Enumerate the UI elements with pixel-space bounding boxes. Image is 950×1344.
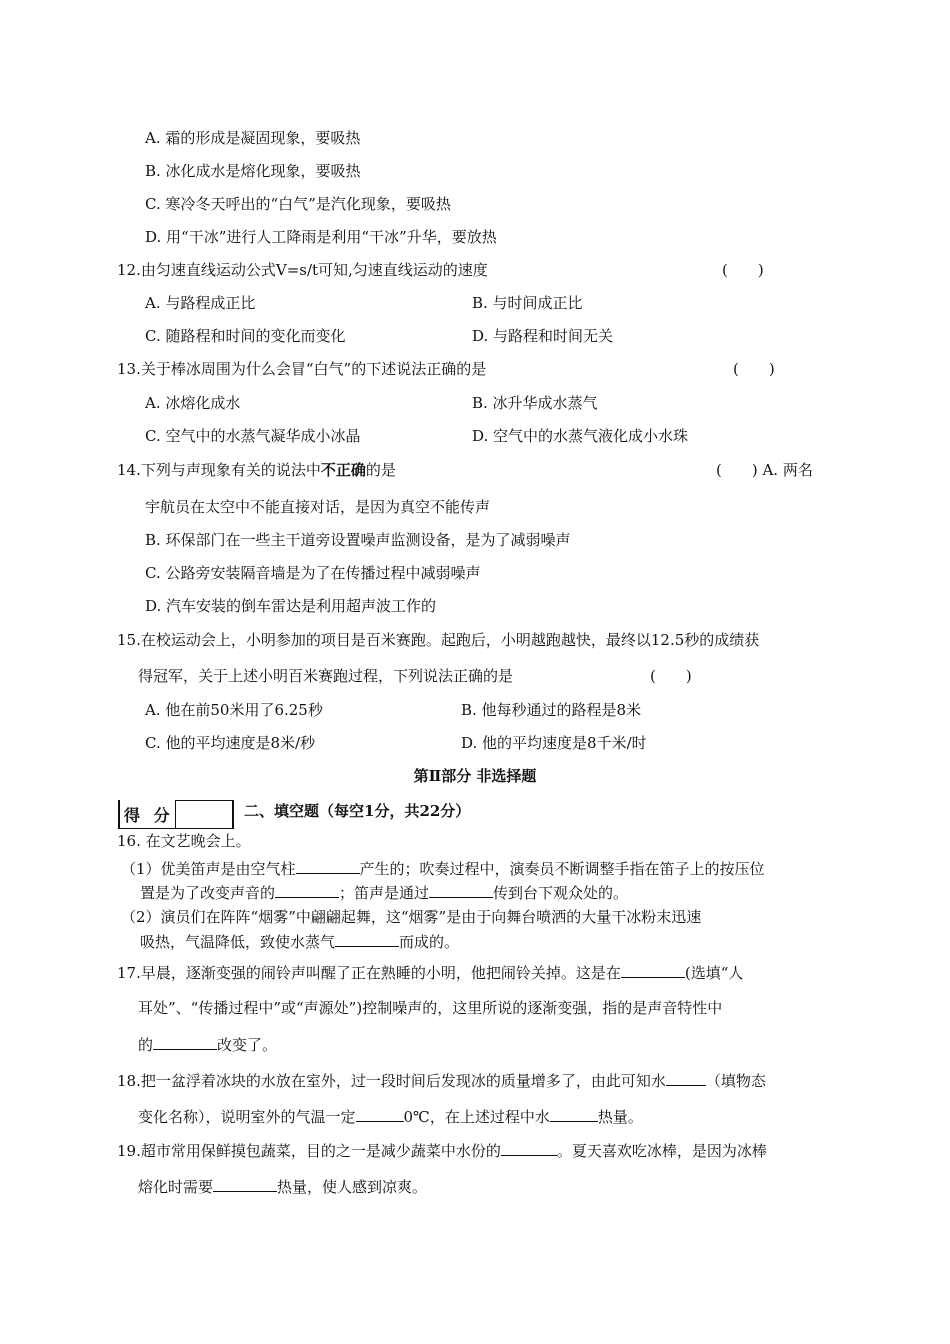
q11-option-d: D. 用“干冰”进行人工降雨是利用“干冰”升华，要放热 [145, 228, 497, 246]
q16-part1-line2 [140, 882, 628, 903]
q12-option-a: A. 与路程成正比 [145, 294, 256, 312]
q12-stem: 12.由匀速直线运动公式V=s/t可知,匀速直线运动的速度 [117, 261, 488, 279]
q15-option-c: C. 他的平均速度是8米/秒 [145, 734, 316, 752]
q15-option-b: B. 他每秒通过的路程是8米 [461, 701, 642, 719]
answer-blank[interactable] [550, 1106, 598, 1122]
q15-option-a: A. 他在前50米用了6.25秒 [145, 701, 323, 719]
q16-text: 传到台下观众处的。 [493, 884, 629, 902]
q14-stem-emphasis: 不正确 [320, 461, 366, 479]
q16-part1-line1 [121, 858, 765, 879]
q17-line1 [117, 962, 743, 983]
q12-option-c: C. 随路程和时间的变化而变化 [145, 327, 346, 345]
q15-answer-paren: ( ) [650, 667, 692, 685]
q14-option-b: B. 环保部门在一些主干道旁设置噪声监测设备，是为了减弱噪声 [145, 531, 571, 549]
score-cell [175, 800, 233, 829]
q16-text: （1）优美笛声是由空气柱 [121, 860, 296, 878]
q19-text: 。夏天喜欢吃冰棒，是因为冰棒 [556, 1142, 767, 1160]
answer-blank[interactable] [213, 1176, 277, 1192]
answer-blank[interactable] [501, 1140, 557, 1156]
q17-line2: 耳处”、“传播过程中”或“声源处”)控制噪声的，这里所说的逐渐变强，指的是声音特性中 [138, 999, 723, 1017]
q14-stem-pre: 14.下列与声现象有关的说法中 [117, 461, 321, 479]
q14-stem [117, 460, 396, 480]
q13-option-d: D. 空气中的水蒸气液化成小水珠 [472, 427, 689, 445]
answer-blank[interactable] [275, 882, 339, 898]
q14-answer-paren: ( ) A. 两名 [716, 461, 813, 479]
q16-text: 置是为了改变声音的 [140, 884, 276, 902]
q16-text: 而成的。 [399, 933, 460, 951]
q18-text: 18.把一盆浮着冰块的水放在室外，过一段时间后发现冰的质量增多了，由此可知水 [117, 1072, 666, 1090]
q17-line3 [138, 1034, 277, 1055]
q11-option-c: C. 寒冷冬天呼出的“白气”是汽化现象，要吸热 [145, 195, 451, 213]
q13-option-a: A. 冰熔化成水 [145, 394, 241, 412]
answer-blank[interactable] [335, 931, 399, 947]
answer-blank[interactable] [153, 1034, 217, 1050]
q19-text: 19.超市常用保鲜摸包蔬菜，目的之一是减少蔬菜中水份的 [117, 1142, 501, 1160]
q15-stem-line2: 得冠军，关于上述小明百米赛跑过程，下列说法正确的是 [138, 667, 514, 685]
answer-blank[interactable] [621, 962, 685, 978]
q14-stem-post: 的是 [365, 461, 396, 479]
q17-text: (选填“人 [684, 964, 744, 982]
score-box [118, 800, 234, 829]
q16-text: 吸热，气温降低，致使水蒸气 [140, 933, 336, 951]
q18-line2 [138, 1106, 643, 1127]
q14-option-d: D. 汽车安装的倒车雷达是利用超声波工作的 [145, 597, 437, 615]
answer-blank[interactable] [296, 858, 360, 874]
q18-text: （填物态 [705, 1072, 766, 1090]
q19-text: 热量，使人感到凉爽。 [277, 1178, 428, 1196]
answer-blank[interactable] [666, 1070, 706, 1086]
q16-text: ；笛声是通过 [339, 884, 430, 902]
q13-answer-paren: ( ) [733, 360, 775, 378]
q11-option-b: B. 冰化成水是熔化现象，要吸热 [145, 162, 361, 180]
q13-option-c: C. 空气中的水蒸气凝华成小冰晶 [145, 427, 361, 445]
answer-blank[interactable] [356, 1106, 404, 1122]
q16-part2-line2 [140, 931, 459, 952]
q16-part2-line1: （2）演员们在阵阵“烟雾”中翩翩起舞，这“烟雾”是由于向舞台喷洒的大量干冰粉末迅速 [121, 908, 702, 926]
q16-text: 产生的；吹奏过程中，演奏员不断调整手指在笛子上的按压位 [359, 860, 765, 878]
q12-answer-paren: ( ) [722, 261, 764, 279]
q12-option-b: B. 与时间成正比 [472, 294, 583, 312]
score-label: 得 分 [124, 806, 174, 825]
q19-text: 熔化时需要 [138, 1178, 214, 1196]
q17-text: 改变了。 [217, 1036, 278, 1054]
q19-line1 [117, 1140, 767, 1161]
q15-stem-line1: 15.在校运动会上，小明参加的项目是百米赛跑。起跑后，小明越跑越快，最终以12.5秒的成绩获 [117, 631, 760, 649]
section-title: 二、填空题（每空1分，共22分） [244, 802, 471, 820]
q18-text: 0℃，在上述过程中水 [403, 1108, 550, 1126]
q11-option-a: A. 霜的形成是凝固现象，要吸热 [145, 129, 361, 147]
q16-stem: 16. 在文艺晚会上。 [117, 832, 251, 850]
q13-stem: 13.关于棒冰周围为什么会冒“白气”的下述说法正确的是 [117, 360, 487, 378]
q14-option-a-cont: 宇航员在太空中不能直接对话，是因为真空不能传声 [145, 498, 491, 516]
q18-text: 热量。 [597, 1108, 643, 1126]
q15-option-d: D. 他的平均速度是8千米/时 [461, 734, 647, 752]
q18-line1 [117, 1070, 766, 1091]
q12-option-d: D. 与路程和时间无关 [472, 327, 614, 345]
q14-option-c: C. 公路旁安装隔音墙是为了在传播过程中减弱噪声 [145, 564, 481, 582]
q13-option-b: B. 冰升华成水蒸气 [472, 394, 598, 412]
q17-text: 的 [138, 1036, 154, 1054]
q18-text: 变化名称），说明室外的气温一定 [138, 1108, 356, 1126]
q19-line2 [138, 1176, 427, 1197]
part2-title: 第Ⅱ部分 非选择题 [413, 767, 537, 785]
answer-blank[interactable] [429, 882, 493, 898]
q17-text: 17.早晨，逐渐变强的闹铃声叫醒了正在熟睡的小明，他把闹铃关掉。这是在 [117, 964, 621, 982]
